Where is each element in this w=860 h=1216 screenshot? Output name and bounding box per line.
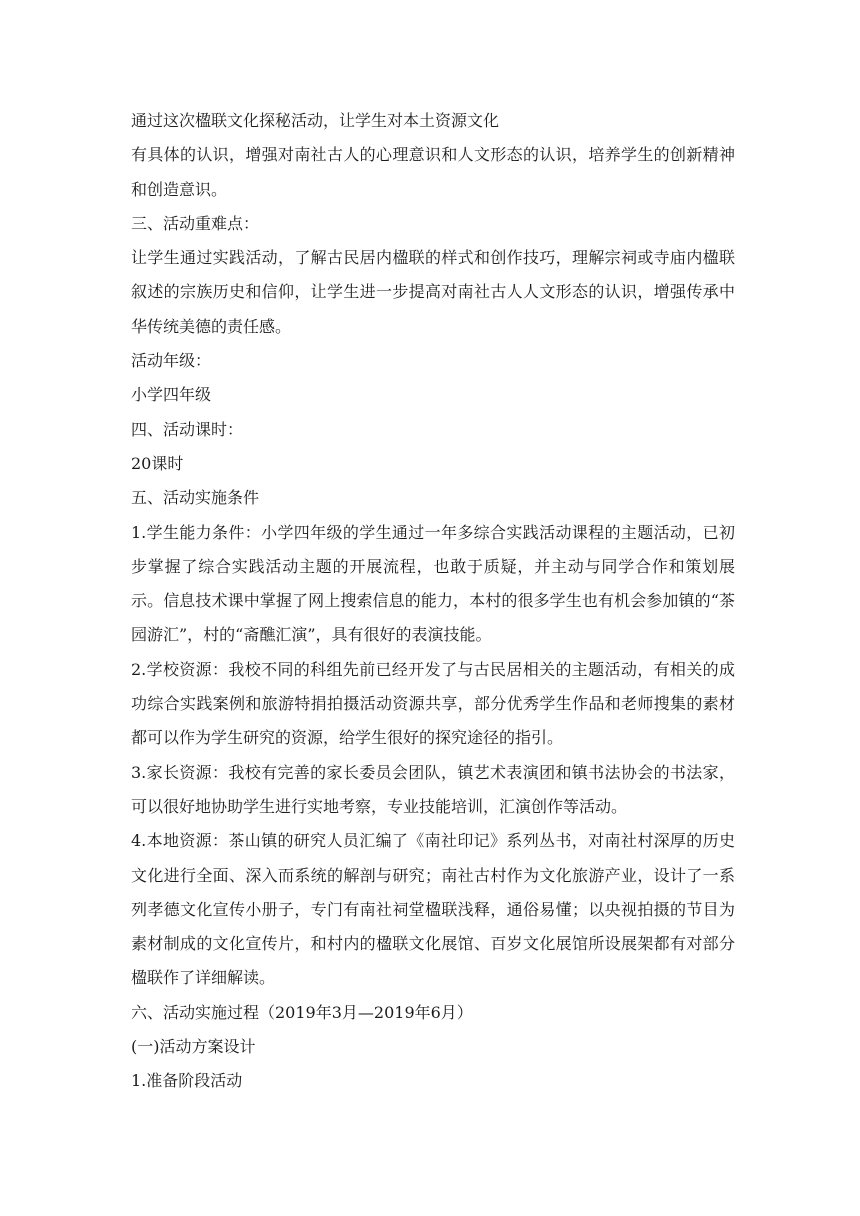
- paragraph-intro-continued: 有具体的认识，增强对南社古人的心理意识和人文形态的认识，培养学生的创新精神和创造意识。: [131, 145, 735, 199]
- heading-key-difficulties: 三、活动重难点：: [131, 213, 260, 233]
- value-class-hours: 20课时: [131, 453, 184, 473]
- paragraph-school-resources: 2.学校资源：我校不同的科组先前已经开发了与古民居相关的主题活动，有相关的成功综合实践案例和旅游特捐拍摄活动资源共享，部分优秀学生作品和老师搜集的素材都可以作为学生研究的资源，给学生很好的探究途径的指引。: [131, 659, 735, 748]
- heading-implementation-conditions: 五、活动实施条件: [131, 488, 260, 508]
- label-activity-grade: 活动年级：: [131, 351, 212, 371]
- paragraph-local-resources: 4.本地资源：茶山镇的研究人员汇编了《南社印记》系列丛书，对南社村深厚的历史文化进行全面、深入而系统的解剖与研究；南社古村作为文化旅游产业，设计了一系列孝德文化宣传小册子，专门有南社祠堂楹联浅释，通俗易懂；以央视拍摄的节目为素材制成的文化宣传片，和村内的楹联文化展馆、百岁文化展馆所设展架都有对部分楹联作了详细解读。: [131, 831, 735, 988]
- paragraph-intro-line: 通过这次楹联文化探秘活动，让学生对本土资源文化: [131, 111, 500, 130]
- heading-class-hours: 四、活动课时：: [131, 419, 244, 439]
- value-activity-grade: 小学四年级: [131, 385, 212, 405]
- document-body: [131, 104, 735, 1099]
- paragraph-parent-resources: 3.家长资源：我校有完善的家长委员会团队，镇艺术表演团和镇书法协会的书法家，可以很好地协助学生进行实地考察，专业技能培训，汇演创作等活动。: [131, 762, 735, 816]
- paragraph-student-ability: 1.学生能力条件：小学四年级的学生通过一年多综合实践活动课程的主题活动，已初步掌握了综合实践活动主题的开展流程，也敢于质疑，并主动与同学合作和策划展示。信息技术课中掌握了网上搜索信息的能力，本村的很多学生也有机会参加镇的“茶园游汇”，村的“斋醮汇演”，具有很好的表演技能。: [131, 522, 735, 645]
- paragraph-key-difficulties: 让学生通过实践活动，了解古民居内楹联的样式和创作技巧，理解宗祠或寺庙内楹联叙述的宗族历史和信仰，让学生进一步提高对南社古人人文形态的认识，增强传承中华传统美德的责任感。: [131, 248, 735, 336]
- heading-preparation-stage: 1.准备阶段活动: [131, 1071, 243, 1091]
- heading-plan-design: (一)活动方案设计: [131, 1037, 256, 1057]
- heading-implementation-process: 六、活动实施过程（2019年3月—2019年6月）: [131, 1002, 473, 1022]
